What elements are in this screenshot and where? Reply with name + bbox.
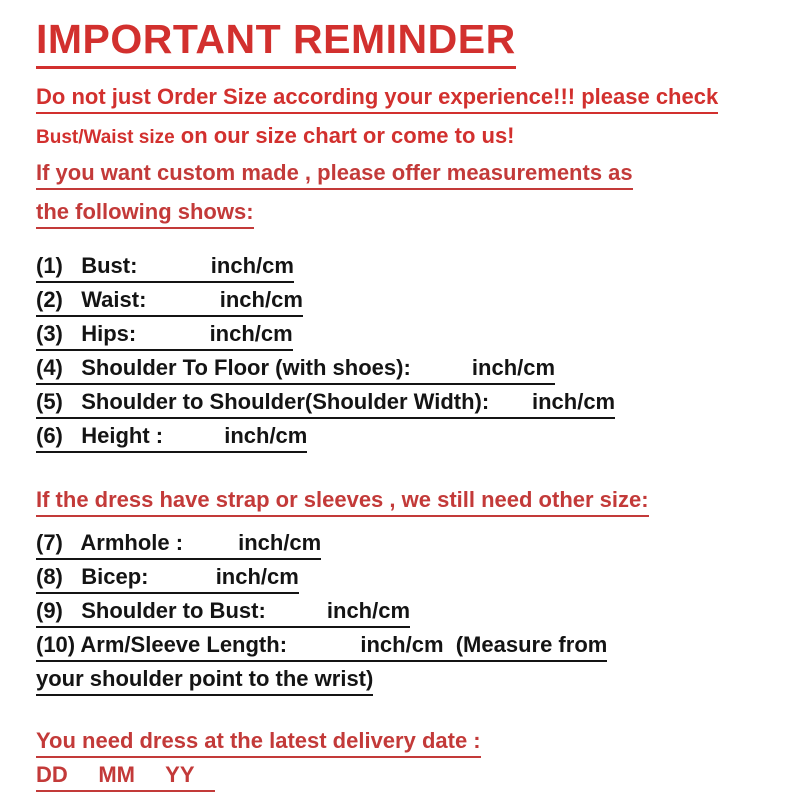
measurement-item-height	[36, 423, 770, 453]
delivery-date-header-text: You need dress at the latest delivery date :	[36, 728, 481, 758]
measurement-item-waist	[36, 287, 770, 317]
intro-line-custom-made	[36, 160, 770, 190]
measurement-item-hips-text: (3) Hips: inch/cm	[36, 321, 293, 351]
measurement-item-sleeve-length-continued	[36, 666, 770, 696]
measurement-item-sleeve-length-continued-text: your shoulder point to the wrist)	[36, 666, 373, 696]
intro-line-order-size	[36, 84, 770, 114]
measurement-item-bicep	[36, 564, 770, 594]
measurement-item-hips	[36, 321, 770, 351]
measurement-item-bicep-text: (8) Bicep: inch/cm	[36, 564, 299, 594]
measurement-item-sleeve-length	[36, 632, 770, 662]
intro-line-bust-waist	[36, 123, 770, 153]
intro-line-bust-waist-lead: Bust/Waist size	[36, 127, 175, 148]
intro-line-following-shows	[36, 199, 770, 229]
extra-measurements-list	[36, 530, 770, 696]
measurement-item-shoulder-to-bust-text: (9) Shoulder to Bust: inch/cm	[36, 598, 410, 628]
measurement-item-armhole	[36, 530, 770, 560]
measurement-item-height-text: (6) Height : inch/cm	[36, 423, 307, 453]
measurement-item-armhole-text: (7) Armhole : inch/cm	[36, 530, 321, 560]
page-title-row	[36, 16, 770, 69]
measurement-item-shoulder-to-floor	[36, 355, 770, 385]
measurement-item-shoulder-to-floor-text: (4) Shoulder To Floor (with shoes): inch/cm	[36, 355, 555, 385]
strap-section-header-text: If the dress have strap or sleeves , we still need other size:	[36, 487, 649, 517]
intro-line-custom-made-text: If you want custom made , please offer measurements as	[36, 160, 633, 190]
delivery-date-fields	[36, 762, 770, 792]
delivery-date-fields-text: DD MM YY	[36, 762, 215, 792]
measurement-item-bust	[36, 253, 770, 283]
measurement-item-shoulder-width-text: (5) Shoulder to Shoulder(Shoulder Width): inch/cm	[36, 389, 615, 419]
measurement-item-bust-text: (1) Bust: inch/cm	[36, 253, 294, 283]
measurement-item-sleeve-length-text: (10) Arm/Sleeve Length: inch/cm (Measure from	[36, 632, 607, 662]
measurement-item-shoulder-width	[36, 389, 770, 419]
measurement-item-shoulder-to-bust	[36, 598, 770, 628]
measurement-item-waist-text: (2) Waist: inch/cm	[36, 287, 303, 317]
page-title: IMPORTANT REMINDER	[36, 16, 516, 69]
delivery-date-header	[36, 728, 770, 758]
intro-line-bust-waist-rest: on our size chart or come to us!	[174, 123, 515, 148]
measurements-list	[36, 253, 770, 453]
strap-section-header	[36, 487, 770, 517]
intro-line-following-shows-text: the following shows:	[36, 199, 254, 229]
intro-line-order-size-text: Do not just Order Size according your experience!!! please check	[36, 84, 718, 114]
